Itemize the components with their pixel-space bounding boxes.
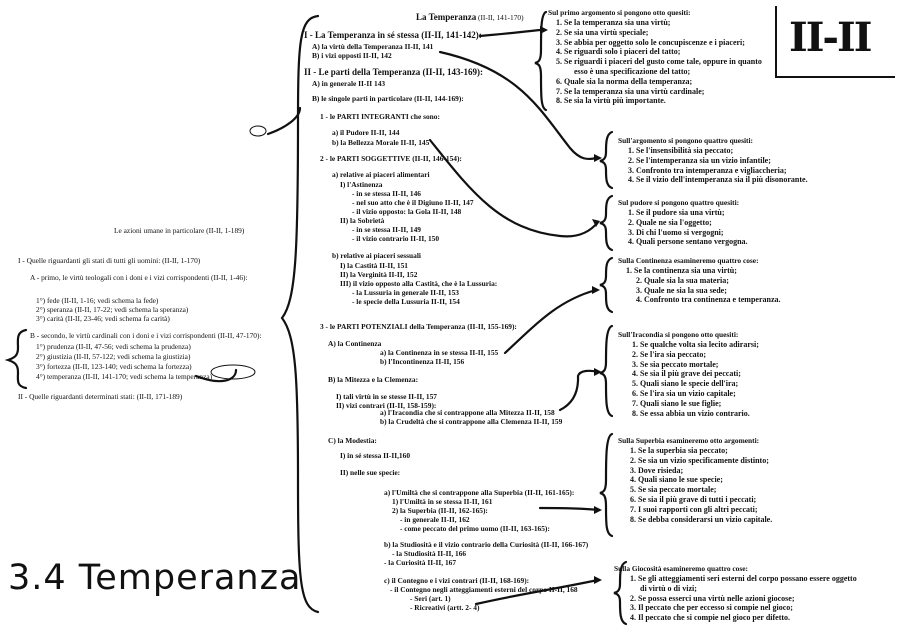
arrowhead-q1 xyxy=(540,26,548,34)
center-p1: 1 - le PARTI INTEGRANTI che sono: xyxy=(320,112,440,121)
q6-item: 2. Se sia un vizio specificamente distinto; xyxy=(630,455,769,465)
center-p3C: C) la Modestia: xyxy=(328,436,377,445)
brace-q2 xyxy=(600,132,612,188)
center-p2b3b: - le specie della Lussuria II-II, 154 xyxy=(352,297,460,306)
center-p3B1: I) tali virtù in se stesse II-II, 157 xyxy=(336,392,438,401)
q3-item: 1. Se il pudore sia una virtù; xyxy=(628,208,725,217)
center-s1: I - La Temperanza in sé stessa (II-II, 141-142): xyxy=(304,30,482,40)
q1-item: 2. Se sia una virtù speciale; xyxy=(556,27,649,37)
center-title: La Temperanza xyxy=(416,12,477,22)
left-b1: 1°) prudenza (II-II, 47-56; vedi schema la prudenza) xyxy=(36,342,191,351)
center-p3A: A) la Continenza xyxy=(328,339,382,348)
center-p3Aa: a) la Continenza in se stessa II-II, 155 xyxy=(380,348,499,357)
q5-item: 8. Se essa abbia un vizio contrario. xyxy=(632,408,750,418)
center-p2a2b: - il vizio contrario II-II, 150 xyxy=(352,234,440,243)
left-b4: 4°) temperanza (II-II, 141-170; vedi schema la temperanza) xyxy=(36,372,213,381)
q1-item: 4. Se riguardi solo i piaceri del tatto; xyxy=(556,47,681,57)
center-p3C1: I) in sé stessa II-II,160 xyxy=(340,451,411,460)
q2-list xyxy=(628,146,808,185)
q5-item: 5. Quali siano le specie dell'ira; xyxy=(632,379,739,389)
q2-item: 3. Confronto tra intemperanza e vigliaccheria; xyxy=(628,165,787,175)
q5-item: 3. Se sia peccato mortale; xyxy=(632,359,719,369)
center-p3C2c1: - il Contegno negli atteggiamenti esterni del corpo II-II, 168 xyxy=(390,585,578,594)
left-i1: I - Quelle riguardanti gli stati di tutti gli uomini: (II-II, 1-170) xyxy=(18,256,201,265)
center-p3C2a: a) l'Umiltà che si contrappone alla Superbia (II-II, 161-165): xyxy=(384,488,575,497)
q3-title: Sul pudore si pongono quattro quesiti: xyxy=(618,198,740,207)
q6-item: 6. Se sia il più grave di tutti i peccati; xyxy=(630,494,757,504)
left-b3: 3°) fortezza (II-II, 123-140; vedi schema la fortezza) xyxy=(36,362,192,371)
q7-item: 2. Se possa esserci una virtù nelle azioni giocose; xyxy=(630,593,795,603)
center-p2a2: II) la Sobrietà xyxy=(340,216,385,225)
arrow-pudore-q3 xyxy=(268,108,300,134)
brace-q5 xyxy=(600,326,612,416)
q7-item: 3. Il peccato che per eccesso si compie nel gioco; xyxy=(630,603,793,613)
center-s1a: A) la virtù della Temperanza II-II, 141 xyxy=(312,42,434,51)
center-p3C2c: c) il Contegno e i vizi contrari (II-II, 168-169): xyxy=(384,576,530,585)
q5-item: 1. Se qualche volta sia lecito adirarsi; xyxy=(632,340,759,349)
q5-item: 2. Se l'ira sia peccato; xyxy=(632,349,706,359)
q1-item: 6. Quale sia la norma della temperanza; xyxy=(556,76,693,86)
q5-item: 7. Quali siano le sue figlie; xyxy=(632,398,722,408)
q5-item: 6. Se l'ira sia un vizio capitale; xyxy=(632,388,736,398)
left-brace xyxy=(8,330,26,388)
main-brace xyxy=(282,16,318,612)
left-a2: 2°) speranza (II-II, 17-22; vedi schema la speranza) xyxy=(36,305,189,314)
center-p3C2a2a: - in generale II-II, 162 xyxy=(400,515,470,524)
q3-item: 2. Quale ne sia l'oggetto; xyxy=(628,217,712,227)
q4-item: 4. Confronto tra continenza e temperanza. xyxy=(636,295,781,305)
center-p1b: b) la Bellezza Morale II-II, 145 xyxy=(332,138,430,147)
center-p2a: a) relative ai piaceri alimentari xyxy=(332,170,430,179)
q6-item: 5. Se sia peccato mortale; xyxy=(630,485,717,495)
q2-title: Sull'argomento si pongono quattro quesiti: xyxy=(618,136,753,145)
center-s2b: B) le singole parti in particolare (II-II, 144-169): xyxy=(312,94,464,103)
q7-item: 4. Il peccato che si compie nel gioco per difetto. xyxy=(630,613,791,623)
page-big-title: 3.4 Temperanza xyxy=(8,558,302,598)
q6-item: 1. Se la superbia sia peccato; xyxy=(630,446,728,455)
q3-item: 4. Quali persone sentano vergogna. xyxy=(628,237,748,247)
q7-item: 1. Se gli atteggiamenti seri esterni del corpo possano essere oggetto xyxy=(630,574,857,583)
q1-item: esso è una specificazione del tatto; xyxy=(574,66,691,76)
q6-list xyxy=(630,446,772,524)
arrow-continenza-q4 xyxy=(505,290,596,353)
q3-item: 3. Di chi l'uomo si vergogni; xyxy=(628,227,724,237)
arrowhead-q5 xyxy=(594,368,602,376)
q2-item: 1. Se l'insensibilità sia peccato; xyxy=(628,146,734,155)
left-b2: 2°) giustizia (II-II, 57-122; vedi schema la giustizia) xyxy=(36,352,191,361)
center-p3C2c1a: - Seri (art. 1) xyxy=(410,594,451,603)
center-p3C2b1: - la Studiosità II-II, 166 xyxy=(392,549,467,558)
center-s2a: A) in generale II-II 143 xyxy=(312,79,386,88)
left-a1: 1°) fede (II-II, 1-16; vedi schema la fede) xyxy=(36,296,159,305)
q1-item: 5. Se riguardi i piaceri del gusto come tale, oppure in quanto xyxy=(556,57,762,67)
q7-title: Sulla Giocosità esamineremo quattro cose: xyxy=(614,564,748,573)
logo-box xyxy=(775,6,895,78)
center-p2a1a: - in se stessa II-II, 146 xyxy=(352,189,421,198)
center-p3C2a2b: - come peccato del primo uomo (II-II, 163-165): xyxy=(400,524,550,533)
center-p3Ab: b) l'Incontinenza II-II, 156 xyxy=(380,357,465,366)
arrow-s1-q1 xyxy=(480,30,540,36)
q5-title: Sull'Iracondia si pongono otto quesiti: xyxy=(618,330,739,339)
q4-list xyxy=(626,266,781,305)
center-p3: 3 - le PARTI POTENZIALI della Temperanza (II-II, 155-169): xyxy=(320,322,517,331)
center-p3C2b2: - la Curiosità II-II, 167 xyxy=(384,558,457,567)
q1-list xyxy=(556,18,762,106)
q1-item: 7. Se la temperanza sia una virtù cardinale; xyxy=(556,86,705,96)
center-p2: 2 - le PARTI SOGGETTIVE (II-II, 146-154): xyxy=(320,154,462,163)
q1-item: 3. Se abbia per oggetto solo le concupiscenze e i piaceri; xyxy=(556,37,745,47)
q6-title: Sulla Superbia esamineremo otto argomenti: xyxy=(618,436,760,445)
q6-item: 3. Dove risieda; xyxy=(630,465,684,475)
q4-item: 3. Quale ne sia la sua sede; xyxy=(636,285,727,295)
arrow-superbia-q6 xyxy=(540,508,598,510)
center-p2b3: III) il vizio opposto alla Castità, che è la Lussuria: xyxy=(340,279,498,288)
center-p2b2: II) la Verginità II-II, 152 xyxy=(340,270,418,279)
center-p3B2a: a) l'Iracondia che si contrappone alla Mitezza II-II, 158 xyxy=(380,408,555,417)
center-p3B2: II) vizi contrari (II-II, 158-159): xyxy=(336,401,437,410)
brace-q3 xyxy=(600,196,612,250)
left-a3: 3°) carità (II-II, 23-46; vedi schema fa carità) xyxy=(36,314,170,323)
oval-pudore xyxy=(250,126,266,136)
q6-item: 7. I suoi rapporti con gli altri peccati; xyxy=(630,504,758,514)
q1-item: 1. Se la temperanza sia una virtù; xyxy=(556,18,671,27)
center-p3C2: II) nelle sue specie: xyxy=(340,468,401,477)
center-s1b: B) i vizi opposti II-II, 142 xyxy=(312,51,392,60)
arrowhead-q4 xyxy=(592,286,600,294)
left-a: A - primo, le virtù teologali con i doni e i vizi corrispondenti (II-II, 1-46): xyxy=(30,273,248,282)
center-p2b3a: - la Lussuria in generale II-II, 153 xyxy=(352,288,459,297)
q1-title: Sul primo argomento si pongono otto quesiti: xyxy=(548,8,691,17)
q5-item: 4. Se sia il più grave dei peccati; xyxy=(632,369,741,379)
q3-list xyxy=(628,208,748,247)
center-p2b: b) relative ai piaceri sessuali xyxy=(332,251,421,260)
q4-item: 2. Quale sia la sua materia; xyxy=(636,275,729,285)
center-p3B: B) la Mitezza e la Clemenza: xyxy=(328,375,419,384)
left-b: B - secondo, le virtù cardinali con i doni e i vizi corrispondenti (II-II, 47-170): xyxy=(30,331,262,340)
q2-item: 4. Se il vizio dell'intemperanza sia il più disonorante. xyxy=(628,175,808,185)
q1-item: 8. Se sia la virtù più importante. xyxy=(556,96,666,106)
arrowhead-q7 xyxy=(594,576,602,584)
center-p2a1b: - nel suo atto che è il Digiuno II-II, 147 xyxy=(352,198,474,207)
q4-item: 1. Se la continenza sia una virtù; xyxy=(626,266,737,275)
q7-item: di virtù o di vizi; xyxy=(640,583,697,593)
brace-q6 xyxy=(600,434,612,536)
center-p3B2b: b) la Crudeltà che si contrappone alla Clemenza II-II, 159 xyxy=(380,417,563,426)
center-p2b1: I) la Castità II-II, 151 xyxy=(340,261,408,270)
logo-mark: II-II xyxy=(789,14,871,61)
center-s2: II - Le parti della Temperanza (II-II, 143-169): xyxy=(304,67,483,77)
left-i2: II - Quelle riguardanti determinati stati: (II-II, 171-189) xyxy=(18,392,183,401)
q4-title: Sulla Continenza esamineremo quattro cose: xyxy=(618,256,759,265)
center-p1a: a) il Pudore II-II, 144 xyxy=(332,128,400,137)
center-p2a1c: - il vizio opposto: la Gola II-II, 148 xyxy=(352,207,462,216)
brace-q4 xyxy=(600,258,612,312)
left-heading: Le azioni umane in particolare (II-II, 1-189) xyxy=(114,226,245,235)
q6-item: 8. Se debba considerarsi un vizio capitale. xyxy=(630,514,773,524)
arrow-iracondia-q5 xyxy=(560,371,598,410)
center-p2a2a: - in se stessa II-II, 149 xyxy=(352,225,421,234)
center-p3C2c1b: - Ricreativi (artt. 2- 4) xyxy=(410,603,480,612)
center-title-ref: (II-II, 141-170) xyxy=(478,13,524,22)
center-p3C2a1: 1) l'Umiltà in se stessa II-II, 161 xyxy=(392,497,493,506)
q2-item: 2. Se l'intemperanza sia un vizio infantile; xyxy=(628,155,771,165)
arrowhead-q6 xyxy=(594,506,602,514)
q6-item: 4. Quali siano le sue specie; xyxy=(630,475,723,485)
center-p3C2b: b) la Studiosità e il vizio contrario della Curiosità (II-II, 166-167) xyxy=(384,540,589,549)
q5-list xyxy=(632,340,759,418)
center-p3C2a2: 2) la Superbia (II-II, 162-165): xyxy=(392,506,488,515)
center-p2a1: I) l'Astinenza xyxy=(340,180,383,189)
q7-list xyxy=(630,574,857,623)
